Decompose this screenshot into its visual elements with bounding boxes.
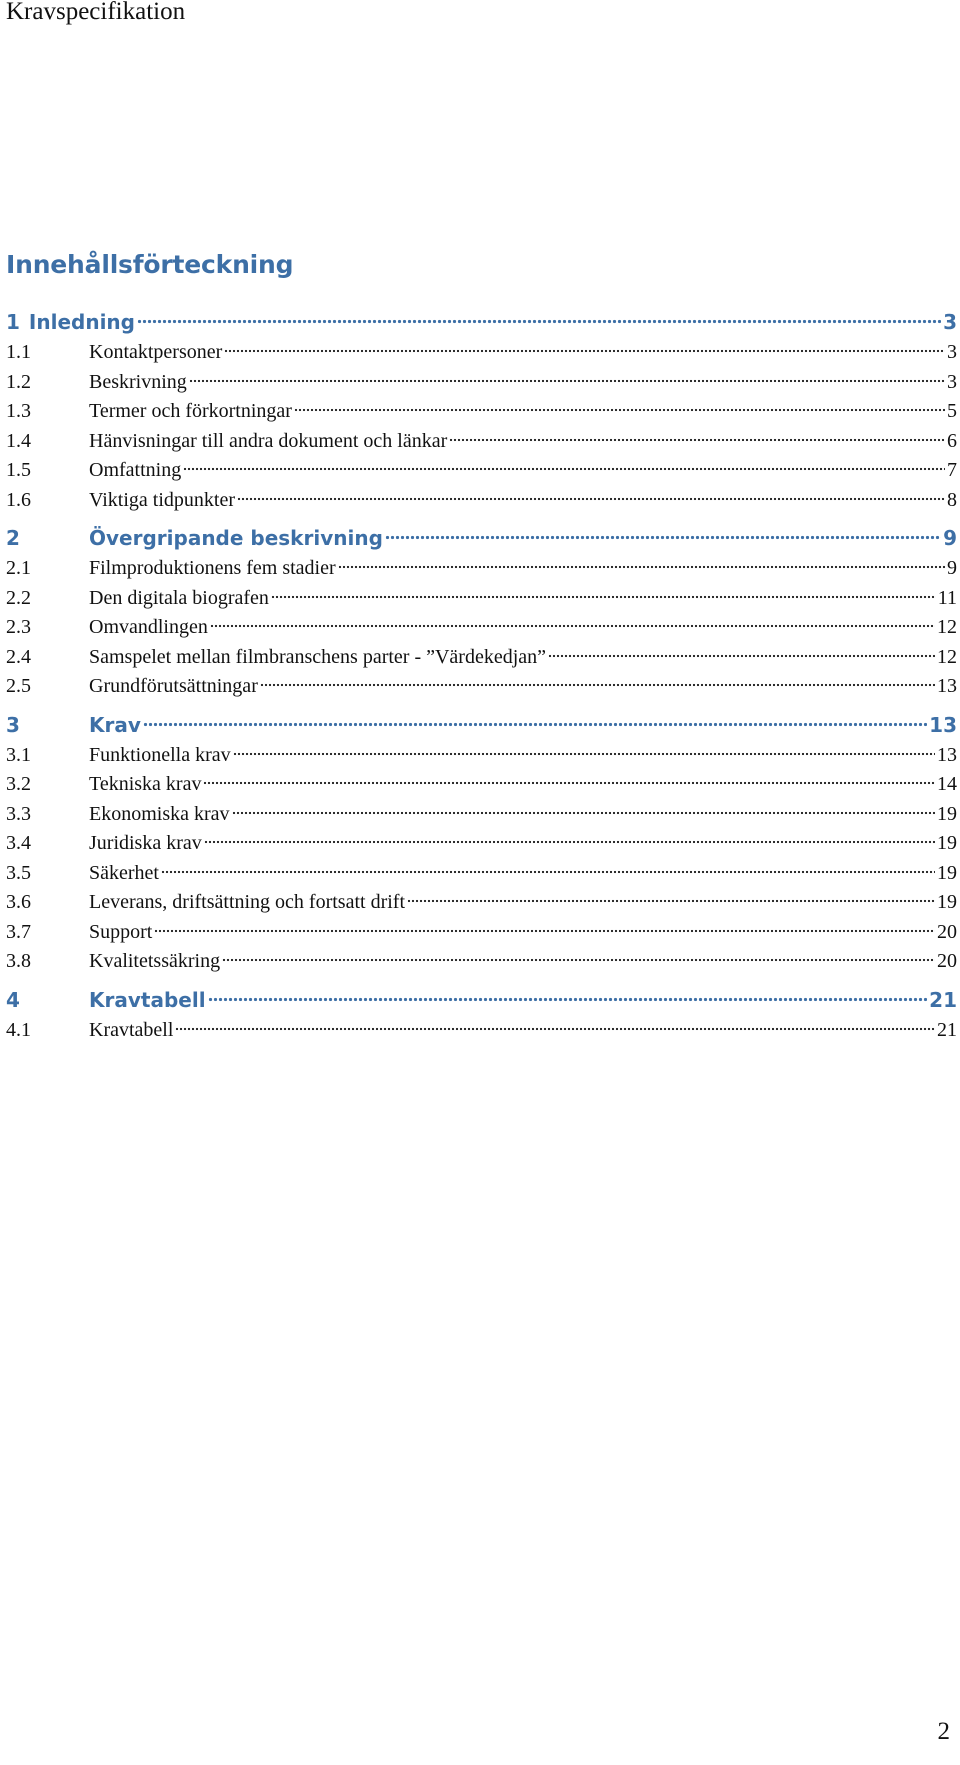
table-of-contents bbox=[6, 310, 957, 1048]
toc-entry-section[interactable] bbox=[6, 862, 957, 892]
dot-leader bbox=[449, 438, 945, 442]
toc-entry-page: 13 bbox=[929, 712, 957, 737]
dot-leader bbox=[271, 595, 936, 599]
toc-heading: Innehållsförteckning bbox=[6, 250, 294, 279]
toc-entry-title: Övergripande beskrivning bbox=[89, 526, 383, 550]
toc-entry-page: 21 bbox=[929, 987, 957, 1012]
toc-entry-chapter[interactable] bbox=[6, 988, 957, 1019]
toc-entry-number: 1.2 bbox=[6, 370, 31, 393]
toc-entry-section[interactable] bbox=[6, 371, 957, 401]
toc-entry-section[interactable] bbox=[6, 803, 957, 833]
dot-leader bbox=[233, 752, 935, 756]
toc-entry-page: 11 bbox=[937, 586, 957, 609]
toc-entry-section[interactable] bbox=[6, 675, 957, 705]
toc-entry-section[interactable] bbox=[6, 587, 957, 617]
toc-entry-title: Kravtabell bbox=[89, 1018, 174, 1041]
toc-entry-section[interactable] bbox=[6, 646, 957, 676]
toc-entry-title: Tekniska krav bbox=[89, 773, 202, 795]
toc-entry-page: 19 bbox=[937, 861, 957, 884]
toc-entry-section[interactable] bbox=[6, 773, 957, 803]
dot-leader bbox=[183, 467, 945, 471]
toc-entry-number: 2.1 bbox=[6, 557, 31, 579]
dot-leader bbox=[137, 319, 941, 324]
toc-entry-number: 3.3 bbox=[6, 802, 31, 825]
dot-leader bbox=[143, 722, 927, 727]
toc-entry-title: Kontaktpersoner bbox=[89, 341, 223, 363]
toc-entry-page: 14 bbox=[937, 773, 957, 795]
dot-leader bbox=[208, 997, 928, 1002]
toc-entry-page: 3 bbox=[947, 370, 957, 393]
toc-entry-page: 8 bbox=[947, 488, 957, 511]
dot-leader bbox=[232, 811, 935, 815]
toc-entry-page: 19 bbox=[937, 891, 957, 913]
toc-entry-page: 20 bbox=[937, 950, 957, 972]
toc-entry-title: Säkerhet bbox=[89, 861, 159, 884]
dot-leader bbox=[175, 1027, 935, 1031]
toc-entry-number: 2.3 bbox=[6, 616, 31, 638]
toc-entry-page: 7 bbox=[947, 459, 957, 481]
dot-leader bbox=[222, 958, 935, 962]
toc-entry-number: 4.1 bbox=[6, 1018, 31, 1041]
dot-leader bbox=[385, 535, 941, 540]
toc-entry-page: 3 bbox=[947, 341, 957, 363]
toc-entry-title: Kravtabell bbox=[89, 987, 206, 1012]
toc-entry-title: Omvandlingen bbox=[89, 616, 208, 638]
toc-entry-number: 3.1 bbox=[6, 743, 31, 766]
toc-entry-section[interactable] bbox=[6, 459, 957, 489]
dot-leader bbox=[237, 497, 945, 501]
toc-entry-section[interactable] bbox=[6, 400, 957, 430]
toc-entry-title: Den digitala biografen bbox=[89, 586, 269, 609]
toc-entry-chapter[interactable] bbox=[6, 713, 957, 744]
toc-entry-number: 1.6 bbox=[6, 488, 31, 511]
toc-entry-number: 1.4 bbox=[6, 429, 31, 452]
toc-entry-section[interactable] bbox=[6, 430, 957, 460]
toc-entry-number: 3.7 bbox=[6, 920, 31, 943]
toc-entry-number: 1 bbox=[6, 310, 20, 334]
toc-entry-title: Inledning bbox=[28, 310, 135, 334]
toc-entry-number: 1.5 bbox=[6, 459, 31, 481]
toc-entry-page: 3 bbox=[943, 310, 957, 334]
toc-entry-title: Filmproduktionens fem stadier bbox=[89, 557, 336, 579]
toc-entry-page: 13 bbox=[937, 743, 957, 766]
toc-entry-page: 20 bbox=[937, 920, 957, 943]
toc-entry-section[interactable] bbox=[6, 557, 957, 587]
toc-entry-title: Termer och förkortningar bbox=[89, 400, 292, 422]
dot-leader bbox=[210, 624, 935, 628]
dot-leader bbox=[260, 683, 935, 687]
toc-entry-page: 21 bbox=[937, 1018, 957, 1041]
toc-entry-number: 1.1 bbox=[6, 341, 31, 363]
toc-entry-section[interactable] bbox=[6, 950, 957, 980]
toc-entry-number: 3 bbox=[6, 712, 20, 737]
toc-entry-page: 9 bbox=[943, 526, 957, 550]
page-number: 2 bbox=[937, 1718, 950, 1745]
dot-leader bbox=[189, 379, 945, 383]
toc-entry-section[interactable] bbox=[6, 891, 957, 921]
toc-entry-page: 12 bbox=[937, 616, 957, 638]
toc-entry-section[interactable] bbox=[6, 1019, 957, 1049]
toc-entry-number: 3.8 bbox=[6, 950, 31, 972]
toc-entry-title: Krav bbox=[89, 712, 141, 737]
dot-leader bbox=[161, 870, 935, 874]
toc-entry-page: 6 bbox=[947, 429, 957, 452]
toc-entry-title: Leverans, driftsättning och fortsatt drift bbox=[89, 891, 406, 913]
toc-entry-title: Support bbox=[89, 920, 153, 943]
toc-entry-number: 1.3 bbox=[6, 400, 31, 422]
toc-entry-section[interactable] bbox=[6, 921, 957, 951]
toc-entry-page: 5 bbox=[947, 400, 957, 422]
toc-entry-number: 2.4 bbox=[6, 645, 31, 668]
toc-entry-title: Beskrivning bbox=[89, 370, 187, 393]
toc-entry-number: 2.5 bbox=[6, 675, 31, 697]
toc-entry-chapter[interactable] bbox=[6, 310, 957, 341]
dot-leader bbox=[338, 565, 945, 569]
toc-entry-number: 3.4 bbox=[6, 832, 31, 854]
toc-entry-title: Juridiska krav bbox=[89, 832, 202, 854]
toc-entry-title: Viktiga tidpunkter bbox=[89, 488, 235, 511]
toc-entry-page: 9 bbox=[947, 557, 957, 579]
dot-leader bbox=[224, 349, 945, 353]
toc-entry-chapter[interactable] bbox=[6, 526, 957, 557]
dot-leader bbox=[548, 654, 935, 658]
toc-entry-number: 2.2 bbox=[6, 586, 31, 609]
toc-entry-page: 12 bbox=[937, 645, 957, 668]
toc-entry-section[interactable] bbox=[6, 832, 957, 862]
toc-entry-section[interactable] bbox=[6, 341, 957, 371]
toc-entry-number: 4 bbox=[6, 987, 20, 1012]
dot-leader bbox=[154, 929, 935, 933]
toc-entry-number: 3.5 bbox=[6, 861, 31, 884]
toc-entry-section[interactable] bbox=[6, 489, 957, 519]
toc-entry-section[interactable] bbox=[6, 616, 957, 646]
toc-entry-title: Kvalitetssäkring bbox=[89, 950, 221, 972]
dot-leader bbox=[204, 840, 935, 844]
toc-entry-title: Grundförutsättningar bbox=[89, 675, 258, 697]
dot-leader bbox=[203, 781, 935, 785]
toc-entry-title: Hänvisningar till andra dokument och länkar bbox=[89, 429, 448, 452]
toc-entry-number: 3.6 bbox=[6, 891, 31, 913]
toc-entry-title: Omfattning bbox=[89, 459, 182, 481]
running-header: Kravspecifikation bbox=[6, 0, 186, 25]
toc-entry-page: 19 bbox=[937, 832, 957, 854]
toc-entry-number: 2 bbox=[6, 526, 20, 550]
toc-entry-section[interactable] bbox=[6, 744, 957, 774]
toc-entry-title: Samspelet mellan filmbranschens parter - ”Värdekedjan” bbox=[89, 645, 547, 668]
toc-entry-page: 19 bbox=[937, 802, 957, 825]
toc-entry-page: 13 bbox=[937, 675, 957, 697]
dot-leader bbox=[294, 408, 945, 412]
dot-leader bbox=[407, 899, 935, 903]
toc-entry-title: Funktionella krav bbox=[89, 743, 231, 766]
toc-entry-number: 3.2 bbox=[6, 773, 31, 795]
toc-entry-title: Ekonomiska krav bbox=[89, 802, 230, 825]
